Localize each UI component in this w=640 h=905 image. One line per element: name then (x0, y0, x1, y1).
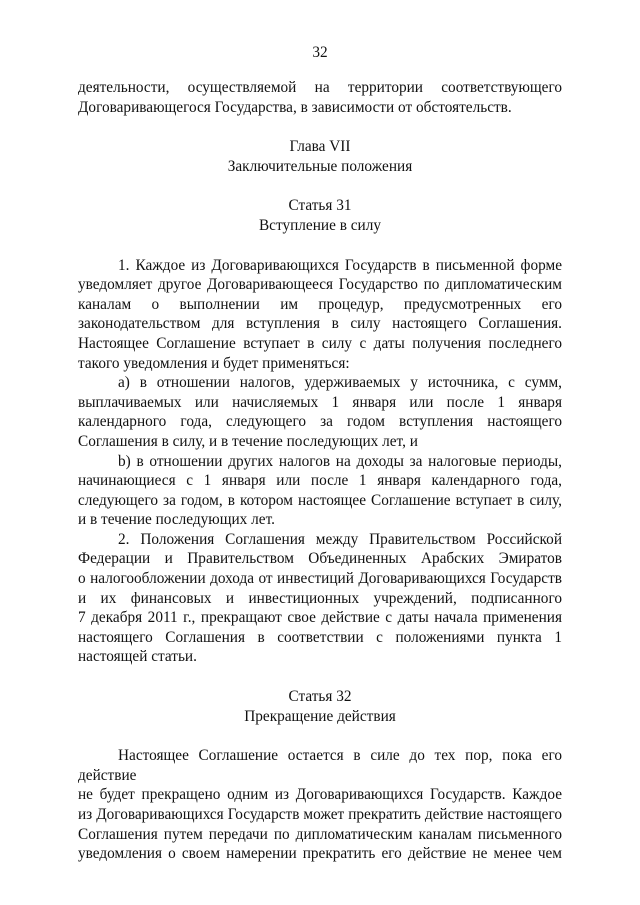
article-31-subparagraph-a (78, 373, 562, 451)
text-line: Настоящее Соглашение остается в силе до тех пор, пока его действие (78, 747, 562, 784)
chapter-number: Глава VII (289, 138, 351, 156)
text-line: Настоящее Соглашение вступает в силу с даты получения последнего (78, 334, 562, 352)
text-line: Соглашения путем передачи по дипломатическим каналам письменного (78, 825, 562, 843)
text-line: такого уведомления и будет применяться: (78, 354, 350, 372)
text-line: Соглашения в силу, и в течение последующих лет, и (78, 432, 418, 450)
text-line: уведомления о своем намерении прекратить его действие не менее чем (78, 845, 562, 863)
text-line: следующего за годом, в котором настоящее Соглашение вступает в силу, (78, 491, 562, 509)
text-line: Договаривающегося Государства, в зависимости от обстоятельств. (78, 98, 512, 116)
text-line: законодательством для вступления в силу настоящего Соглашения. (78, 315, 562, 333)
text-line: из Договаривающихся Государств может прекратить действие настоящего (78, 806, 562, 823)
text-line: выплачиваемых или начисляемых 1 января или после 1 января (78, 393, 562, 411)
text-line: настоящей статьи. (78, 648, 197, 666)
article-32-title: Прекращение действия (244, 707, 396, 725)
text-line: о налогообложении дохода от инвестиций Договаривающихся Государств (78, 570, 562, 588)
text-line: не будет прекращено одним из Договаривающихся Государств. Каждое (78, 786, 562, 804)
text-line: 2. Положения Соглашения между Правительством Российской (118, 530, 562, 548)
text-line: a) в отношении налогов, удерживаемых у источника, с сумм, (118, 374, 562, 392)
article-31-subparagraph-b (78, 452, 562, 530)
text-line: и их финансовых и инвестиционных учреждений, подписанного (78, 589, 562, 607)
text-line: начинающиеся с 1 января или после 1 января календарного года, (78, 472, 562, 490)
chapter-title: Заключительные положения (227, 157, 413, 175)
text-line: 7 декабря 2011 г., прекращают свое действие с даты начала применения (78, 609, 562, 627)
text-line: настоящего Соглашения в соответствии с положениями пункта 1 (78, 628, 562, 646)
article-31-paragraph-2 (78, 530, 562, 667)
text-line: и в течение последующих лет. (78, 511, 275, 529)
page-content (78, 78, 562, 864)
text-line: 1. Каждое из Договаривающихся Государств в письменной форме (118, 256, 562, 274)
text-line: деятельности, осуществляемой на территории соответствующего (78, 79, 562, 96)
text-line: уведомляет другое Договаривающееся Государство по дипломатическим (78, 276, 562, 294)
text-line: Федерации и Правительством Объединенных Арабских Эмиратов (78, 550, 562, 568)
text-line: каналам о выполнении им процедур, предусмотренных его (78, 295, 562, 313)
article-31-number: Статья 31 (288, 197, 352, 215)
article-31-title: Вступление в силу (258, 216, 382, 234)
article-32-paragraph-1 (78, 746, 562, 864)
text-line: календарного года, следующего за годом вступления настоящего (78, 413, 562, 431)
article-32-number: Статья 32 (288, 688, 352, 706)
text-line: b) в отношении других налогов на доходы за налоговые периоды, (118, 452, 562, 470)
article-31-paragraph-1 (78, 256, 562, 374)
page-number: 32 (312, 44, 328, 61)
